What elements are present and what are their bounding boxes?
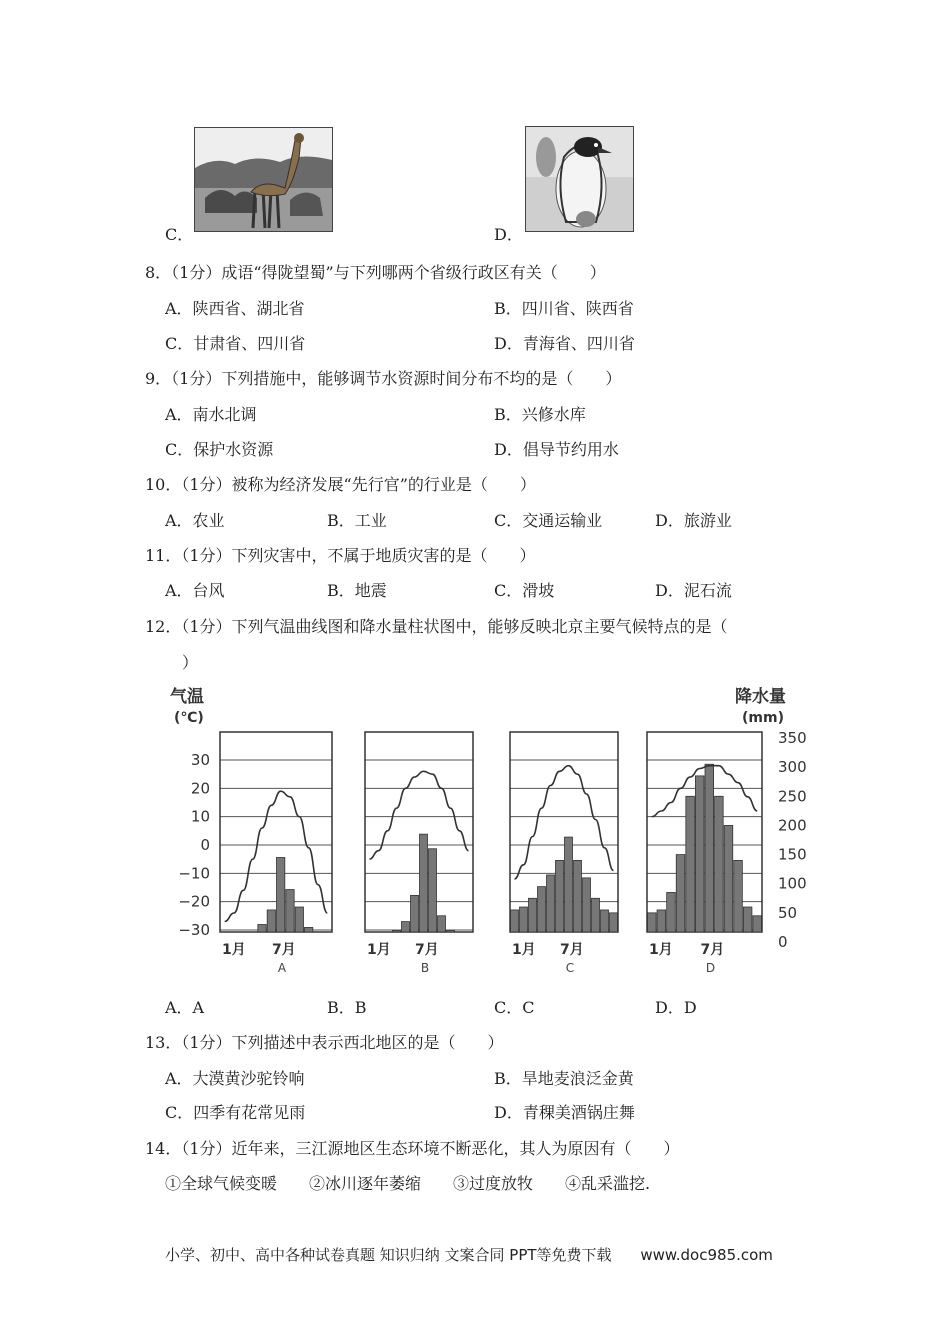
q9-option-b[interactable]: B．兴修水库 [494,405,586,424]
precip-bar-C-2 [520,907,528,932]
question-8-stem: 8．（1分）成语“得陇望蜀”与下列哪两个省级行政区有关（ ） [145,263,606,282]
climate-panel-D [647,732,762,975]
q11-option-b[interactable]: B．地震 [327,581,387,600]
precip-bar-A-6 [267,910,275,932]
precip-bar-B-10 [447,930,455,932]
q13-option-b[interactable]: B．旱地麦浪泛金黄 [494,1069,634,1088]
panel-name-A: A [277,961,287,975]
precip-bar-A-9 [295,907,303,932]
option-c-label: C． [165,225,194,244]
x-label-jan: 1月 [367,942,391,958]
q10-option-d[interactable]: D．旅游业 [655,511,732,530]
precip-bar-D-4 [676,855,685,932]
q14-statements: ①全球气候变暖 ②冰川逐年萎缩 ③过度放牧 ④乱采滥挖. [165,1174,651,1193]
q8-option-c[interactable]: C．甘肃省、四川省 [165,334,306,353]
question-11-stem: 11．（1分）下列灾害中，不属于地质灾害的是（ ） [145,546,536,565]
precip-bar-D-8 [715,796,724,932]
precip-bar-D-11 [743,907,752,932]
precip-axis-label-2: (mm) [742,710,784,726]
climate-chart-svg [160,680,820,980]
panel-name-B: B [420,961,430,975]
precip-bar-C-4 [538,887,546,932]
precip-bar-C-9 [583,878,591,932]
q13-option-c[interactable]: C．四季有花常见雨 [165,1103,306,1122]
q10-option-b[interactable]: B．工业 [327,511,387,530]
precip-bar-D-9 [724,825,733,932]
climate-charts [160,680,820,980]
q13-option-d[interactable]: D．青稞美酒锅庄舞 [494,1103,635,1122]
precip-tick-label: 50 [778,903,798,922]
question-13-stem: 13．（1分）下列描述中表示西北地区的是（ ） [145,1033,504,1052]
panel-name-D: D [705,961,716,975]
temp-curve-C [515,766,614,879]
precip-bar-D-12 [753,916,762,932]
precip-bar-C-11 [601,910,609,932]
q8-option-b[interactable]: B．四川省、陕西省 [494,299,634,318]
penguin-photo [525,126,634,232]
precip-bar-C-8 [574,860,582,932]
precip-bar-B-4 [393,930,401,932]
temp-tick-label: −10 [178,864,210,883]
precip-bar-C-7 [565,837,573,932]
precip-bar-A-5 [258,925,266,932]
precip-bar-A-8 [286,890,294,932]
temp-axis-label-2: (℃) [174,710,204,726]
precip-bar-C-1 [511,910,519,932]
precip-tick-label: 100 [778,874,807,893]
precip-axis-label-1: 降水量 [735,687,786,707]
q10-option-c[interactable]: C．交通运输业 [494,511,603,530]
temp-tick-label: 20 [190,779,210,798]
precip-bar-D-3 [667,892,676,932]
precip-bar-B-8 [429,849,437,932]
temp-tick-label: 0 [200,836,210,854]
q10-option-a[interactable]: A．农业 [165,511,225,530]
precip-bar-B-5 [402,922,410,932]
x-label-jul: 7月 [415,942,439,958]
temp-axis-label-1: 气温 [170,687,204,707]
precip-bar-C-5 [547,875,555,932]
precip-tick-label: 250 [778,787,807,806]
temp-curve-D [652,766,757,817]
q8-option-d[interactable]: D．青海省、四川省 [494,334,635,353]
precip-tick-label: 350 [778,729,807,747]
x-label-jul: 7月 [560,942,584,958]
q11-option-c[interactable]: C．滑坡 [494,581,555,600]
precip-bar-B-6 [411,895,419,932]
q13-option-a[interactable]: A．大漠黄沙驼铃响 [165,1069,305,1088]
precip-tick-label: 150 [778,845,807,864]
precip-bar-C-3 [529,898,537,932]
precip-bar-D-2 [657,910,666,932]
precip-bar-C-6 [556,860,564,932]
precip-bar-D-1 [648,913,657,932]
q12-option-a[interactable]: A．A [165,998,205,1017]
q12-option-c[interactable]: C．C [494,998,535,1017]
temp-tick-label: −20 [178,892,210,911]
temp-tick-label: 10 [190,807,210,826]
x-label-jan: 1月 [222,942,246,958]
precip-bar-B-9 [438,916,446,932]
climate-panel-B [365,732,473,975]
page-footer [165,1244,773,1265]
precip-tick-label: 300 [778,758,807,777]
giraffe-photo [194,127,333,232]
precip-bar-D-6 [695,776,704,932]
climate-panel-A [220,732,332,975]
question-9-stem: 9．（1分）下列措施中，能够调节水资源时间分布不均的是（ ） [145,369,622,388]
precip-bar-A-7 [277,857,285,932]
q9-option-a[interactable]: A．南水北调 [165,405,257,424]
question-12-stem-cont: ） [182,653,199,672]
climate-panel-C [510,732,618,975]
precip-bar-D-7 [705,764,714,932]
precip-bar-C-12 [610,913,618,932]
precip-bar-A-10 [305,927,313,932]
precip-bar-C-10 [592,898,600,932]
q9-option-d[interactable]: D．倡导节约用水 [494,440,619,459]
x-label-jul: 7月 [272,942,296,958]
x-label-jan: 1月 [649,942,673,958]
q8-option-a[interactable]: A．陕西省、湖北省 [165,299,305,318]
panel-name-C: C [565,961,575,975]
q12-option-b[interactable]: B．B [327,998,367,1017]
precip-bar-D-10 [734,860,743,932]
temp-curve-B [370,771,469,859]
precip-bar-B-7 [420,834,428,932]
x-label-jan: 1月 [512,942,536,958]
temp-tick-label: 30 [190,751,210,769]
q11-option-d[interactable]: D．泥石流 [655,581,732,600]
question-12-stem: 12．（1分）下列气温曲线图和降水量柱状图中，能够反映北京主要气候特点的是（ [145,617,728,636]
precip-tick-label: 0 [778,933,788,951]
footer-url[interactable]: www.doc985.com [640,1246,773,1264]
temp-tick-label: −30 [178,921,210,939]
q12-option-d[interactable]: D．D [655,998,697,1017]
question-14-stem: 14．（1分）近年来，三江源地区生态环境不断恶化，其人为原因有（ ） [145,1139,680,1158]
precip-bar-D-5 [686,796,695,932]
q9-option-c[interactable]: C．保护水资源 [165,440,274,459]
q11-option-a[interactable]: A．台风 [165,581,225,600]
x-label-jul: 7月 [700,942,725,958]
question-10-stem: 10．（1分）被称为经济发展“先行官”的行业是（ ） [145,475,536,494]
footer-text: 小学、初中、高中各种试卷真题 知识归纳 文案合同 PPT等免费下载 [165,1246,612,1264]
option-d-label: D． [494,225,523,244]
precip-tick-label: 200 [778,816,807,835]
